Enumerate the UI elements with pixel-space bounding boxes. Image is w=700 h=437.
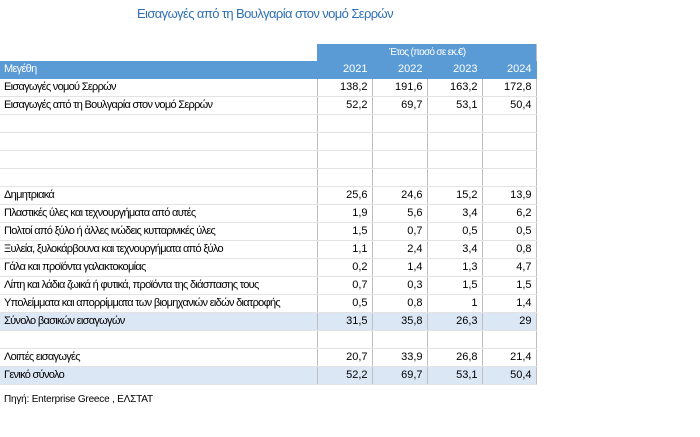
value-cell: 50,4 [482,367,536,385]
value-cell: 163,2 [427,79,482,97]
value-cell: 1,4 [482,295,536,313]
value-cell: 6,2 [482,205,536,223]
table-row [0,295,536,313]
row-label [0,151,317,169]
row-label: Γενικό σύνολο [0,367,317,385]
value-cell: 69,7 [372,97,427,115]
source-note: Πηγή: Enterprise Greece , ΕΛΣΤΑΤ [4,394,153,405]
table-row [0,97,536,115]
value-cell: 52,2 [317,97,372,115]
value-cell: 3,4 [427,205,482,223]
value-cell: 0,3 [372,277,427,295]
value-cell: 0,5 [427,223,482,241]
year-header: 2024 [482,61,536,79]
value-cell: 1,5 [317,223,372,241]
value-cell: 53,1 [427,367,482,385]
row-label-header: Μεγέθη [0,61,317,79]
value-cell [317,169,372,187]
row-label: Σύνολο βασικών εισαγωγών [0,313,317,331]
value-cell: 1,3 [427,259,482,277]
value-cell: 0,5 [317,295,372,313]
row-label [0,331,317,349]
table-row [0,151,536,169]
table-row [0,331,536,349]
table-row [0,169,536,187]
value-cell: 25,6 [317,187,372,205]
value-cell [372,133,427,151]
table-row [0,133,536,151]
value-cell [427,151,482,169]
row-label: Υπολείμματα και απορρίμματα των βιομηχανιών ειδών διατροφής [0,295,317,313]
value-cell [482,169,536,187]
value-cell: 2,4 [372,241,427,259]
value-cell: 29 [482,313,536,331]
value-cell: 138,2 [317,79,372,97]
value-cell: 31,5 [317,313,372,331]
table-row [0,223,536,241]
value-cell: 15,2 [427,187,482,205]
header-row-group [0,44,536,61]
value-cell: 50,4 [482,97,536,115]
row-label [0,115,317,133]
value-cell [317,115,372,133]
imports-table [0,44,537,385]
row-label: Πολτοί από ξύλο ή άλλες ινώδεις κυτταρινικές ύλες [0,223,317,241]
row-label: Εισαγωγές από τη Βουλγαρία στον νομό Σερρών [0,97,317,115]
table-row [0,259,536,277]
table-row [0,349,536,367]
value-cell: 5,6 [372,205,427,223]
value-cell [372,331,427,349]
value-cell [427,169,482,187]
value-cell: 0,2 [317,259,372,277]
row-label: Ξυλεία, ξυλοκάρβουνα και τεχνουργήματα από ξύλο [0,241,317,259]
value-cell: 3,4 [427,241,482,259]
value-cell [427,133,482,151]
value-cell: 1,4 [372,259,427,277]
table-row [0,313,536,331]
row-label: Λίπη και λάδια ζωικά ή φυτικά, προϊόντα της διάσπασης τους [0,277,317,295]
value-cell: 0,7 [317,277,372,295]
value-cell [372,169,427,187]
value-cell [427,331,482,349]
value-cell [482,115,536,133]
value-cell: 20,7 [317,349,372,367]
value-cell [372,151,427,169]
value-cell: 33,9 [372,349,427,367]
value-cell: 26,3 [427,313,482,331]
value-cell: 35,8 [372,313,427,331]
value-cell [317,133,372,151]
value-cell: 1 [427,295,482,313]
value-cell: 52,2 [317,367,372,385]
year-header: 2023 [427,61,482,79]
table-row [0,205,536,223]
row-label: Δημητριακά [0,187,317,205]
value-cell: 1,5 [482,277,536,295]
table-row [0,367,536,385]
value-cell [482,151,536,169]
row-label: Λοιπές εισαγωγές [0,349,317,367]
value-cell: 26,8 [427,349,482,367]
table-row [0,115,536,133]
value-cell: 4,7 [482,259,536,277]
table-row [0,187,536,205]
value-cell: 172,8 [482,79,536,97]
value-cell [427,115,482,133]
row-label [0,169,317,187]
value-cell: 191,6 [372,79,427,97]
header-row-years [0,61,536,79]
value-cell: 53,1 [427,97,482,115]
year-header: 2021 [317,61,372,79]
value-cell: 13,9 [482,187,536,205]
row-label: Γάλα και προϊόντα γαλακτοκομίας [0,259,317,277]
table-row [0,79,536,97]
value-cell [372,115,427,133]
row-label [0,133,317,151]
value-cell: 0,8 [372,295,427,313]
year-group-header: Έτος (ποσό σε εκ.€) [317,44,536,61]
year-header: 2022 [372,61,427,79]
value-cell: 0,8 [482,241,536,259]
value-cell [317,151,372,169]
row-label: Εισαγωγές νομού Σερρών [0,79,317,97]
header-blank-cell [0,44,317,61]
table-row [0,277,536,295]
value-cell: 1,5 [427,277,482,295]
value-cell [317,331,372,349]
value-cell: 1,1 [317,241,372,259]
row-label: Πλαστικές ύλες και τεχνουργήματα από αυτές [0,205,317,223]
value-cell: 21,4 [482,349,536,367]
value-cell: 69,7 [372,367,427,385]
value-cell: 24,6 [372,187,427,205]
value-cell: 1,9 [317,205,372,223]
value-cell [482,331,536,349]
value-cell: 0,7 [372,223,427,241]
value-cell: 0,5 [482,223,536,241]
table-title: Εισαγωγές από τη Βουλγαρία στον νομό Σερρών [136,6,393,21]
value-cell [482,133,536,151]
table-row [0,241,536,259]
